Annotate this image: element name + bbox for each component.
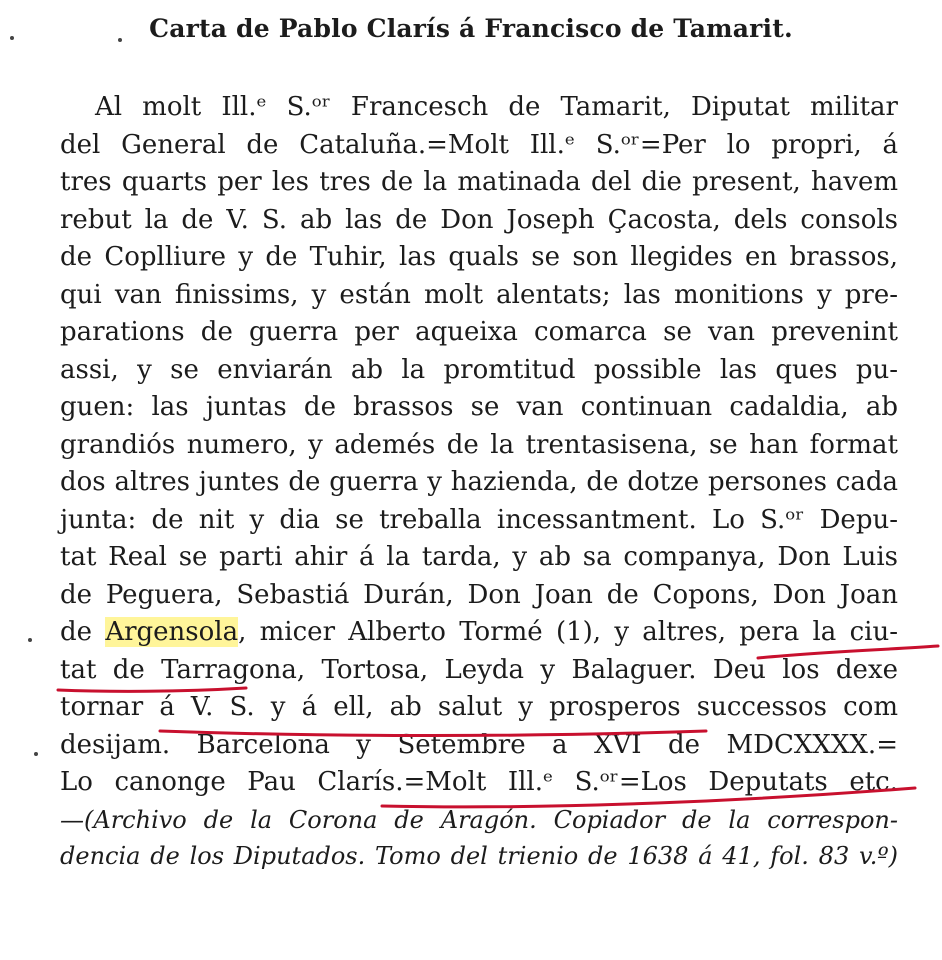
- citation-line: —(Archivo de la Corona de Aragón. Copiador de la correspon-: [60, 805, 898, 834]
- text-line: rebut la de V. S. ab las de Don Joseph Çacosta, dels consols: [60, 204, 898, 235]
- text-line: de Peguera, Sebastiá Durán, Don Joan de Copons, Don Joan: [60, 579, 898, 610]
- text-line: Al molt Ill.ᵉ S.ᵒʳ Francesch de Tamarit, Diputat militar: [95, 92, 898, 122]
- letter-body: [60, 89, 898, 874]
- text-line: del General de Cataluña.=Molt Ill.ᵉ S.ᵒʳ=Per lo propri, á: [60, 129, 898, 160]
- document-title: Carta de Pablo Clarís á Francisco de Tamarit.: [149, 14, 793, 43]
- text-line: tat de Tarragona, Tortosa, Leyda y Balaguer. Deu los dexe: [60, 654, 898, 685]
- text-fragment: de: [60, 617, 106, 647]
- text-line: junta: de nit y dia se treballa incessantment. Lo S.ᵒʳ Depu-: [60, 504, 898, 535]
- margin-speck: [118, 38, 122, 42]
- text-line: tat Real se parti ahir á la tarda, y ab sa companya, Don Luis: [60, 542, 898, 572]
- text-line: qui van finissims, y están molt alentats; las monitions y pre-: [60, 279, 898, 310]
- margin-speck: [28, 638, 32, 642]
- text-line: dos altres juntes de guerra y hazienda, de dotze persones cada: [60, 467, 898, 497]
- text-line: desijam. Barcelona y Setembre a XVI de MDCXXXX.=: [60, 729, 898, 760]
- margin-speck: [10, 36, 14, 40]
- citation-line: dencia de los Diputados. Tomo del trienio de 1638 á 41, fol. 83 v.º): [60, 841, 898, 870]
- text-line: Lo canonge Pau Clarís.=Molt Ill.ᵉ S.ᵒʳ=Los Deputats etc.: [60, 767, 898, 797]
- text-line: grandiós numero, y ademés de la trentasisena, se han format: [60, 429, 898, 460]
- highlighted-name: Argensola: [105, 617, 239, 647]
- text-fragment: , micer Alberto Tormé (1), y altres, pera la ciu-: [238, 617, 898, 647]
- margin-speck: [34, 752, 38, 756]
- text-line: de Coplliure y de Tuhir, las quals se son llegides en brassos,: [60, 242, 898, 272]
- text-line: tres quarts per les tres de la matinada del die present, havem: [60, 167, 898, 197]
- text-line: tornar á V. S. y á ell, ab salut y prosperos successos com: [60, 692, 898, 722]
- text-line: assi, y se enviarán ab la promtitud possible las ques pu-: [60, 354, 898, 385]
- text-line: guen: las juntas de brassos se van continuan cadaldia, ab: [60, 392, 898, 422]
- text-line: parations de guerra per aqueixa comarca se van prevenint: [60, 317, 898, 347]
- text-line-highlighted: [60, 614, 898, 652]
